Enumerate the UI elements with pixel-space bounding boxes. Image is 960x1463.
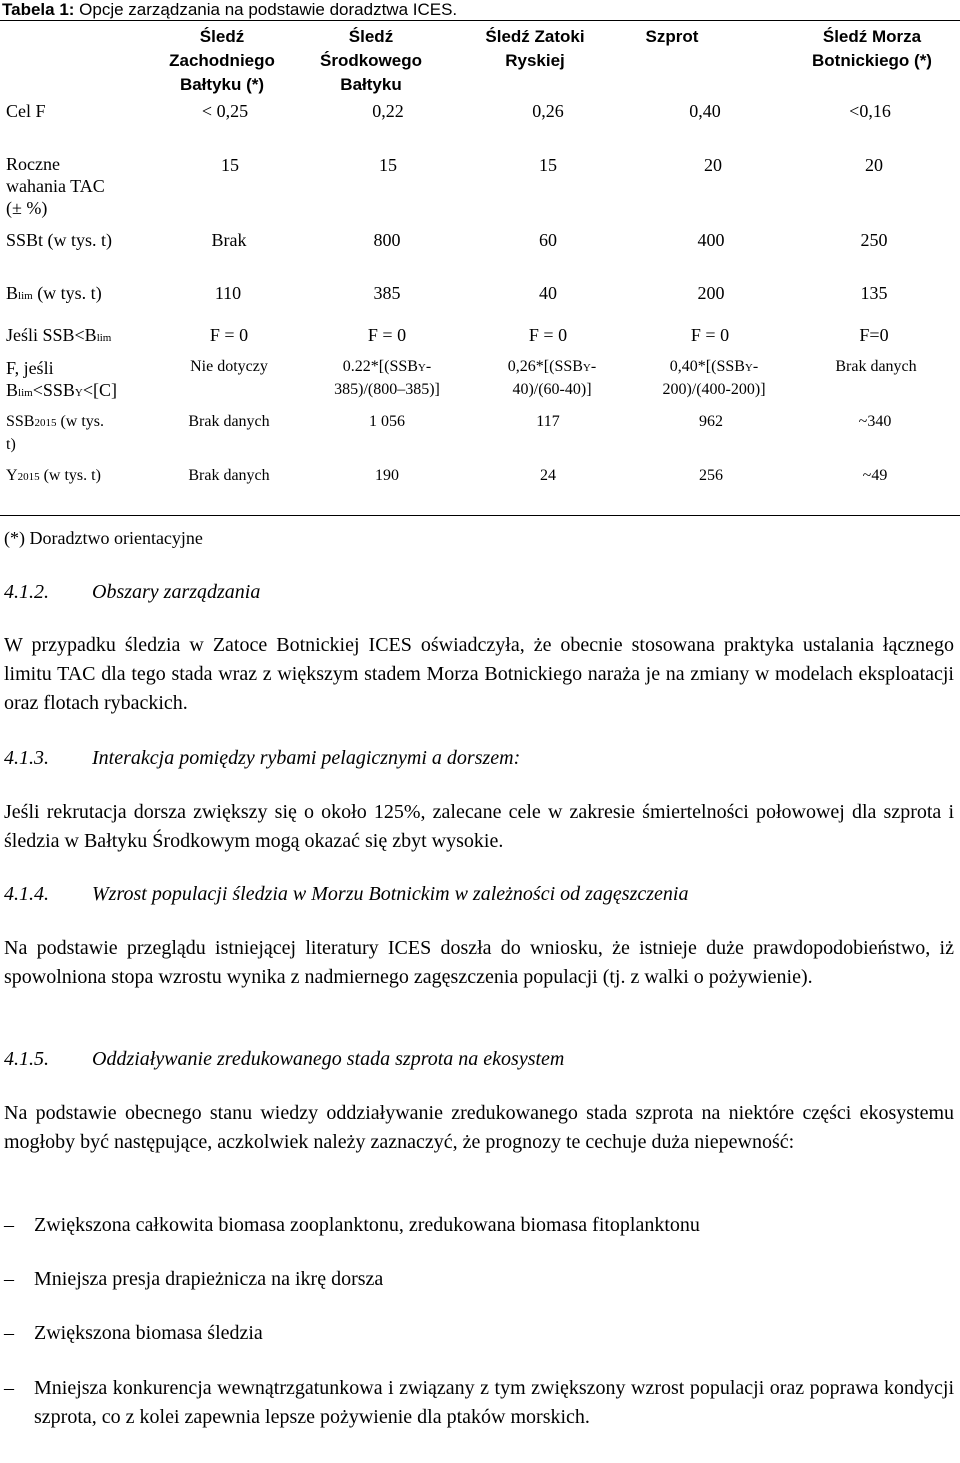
paragraph: Na podstawie obecnego stanu wiedzy oddziaływanie zredukowanego stada szprota na niektóre części ekosystemu mogłoby być następujące, aczkolwiek należy zaznaczyć, że prognozy te cechuje duża niepewność:	[4, 1102, 954, 1153]
cell-value: 800	[373, 230, 401, 250]
header-col-2: Śledź Środkowego Bałtyku	[319, 27, 423, 94]
cell-value: 135	[860, 283, 888, 303]
cell-value: 15	[539, 155, 557, 175]
cell-value: 24	[540, 467, 556, 484]
cell-value: 110	[214, 283, 242, 303]
cell-value: 1 056	[369, 413, 405, 430]
row-label-cel-f: Cel F	[6, 101, 46, 121]
cell-value: 0,40	[689, 101, 721, 121]
cell-value: F = 0	[209, 325, 249, 345]
cell-value: 15	[379, 155, 397, 175]
section-heading: 4.1.3. Interakcja pomiędzy rybami pelagicznymi a dorszem:	[4, 747, 521, 769]
cell-value: 117	[536, 413, 560, 430]
cell-value: 190	[375, 467, 399, 484]
row-label-ssbt: SSBt (w tys. t)	[6, 230, 113, 250]
cell-value: 256	[699, 467, 723, 484]
cell-value: <0,16	[849, 101, 891, 121]
cell-value: 0,26	[532, 101, 564, 121]
row-label-tac: Roczne wahania TAC (± %)	[6, 154, 105, 218]
cell-value: 40	[539, 283, 557, 303]
table-caption-label: Tabela 1:	[2, 0, 75, 19]
cell-value: 20	[865, 155, 883, 175]
cell-value: 385	[373, 283, 401, 303]
paragraph: Na podstawie przeglądu istniejącej literatury ICES doszła do wniosku, że istnieje duże prawdopodobieństwo, iż spowolniona stopa wzrostu wynika z nadmiernego zagęszczenia populacji (tj. z walki o pożywienie).	[4, 937, 954, 988]
cell-formula: 0,26*[(SSBY- 40)/(60-40)]	[507, 358, 597, 398]
cell-value: 20	[704, 155, 722, 175]
cell-value: 250	[860, 230, 888, 250]
cell-value: Brak danych	[188, 413, 270, 430]
section-heading: 4.1.4. Wzrost populacji śledzia w Morzu Botnickim w zależności od zagęszczenia	[4, 883, 689, 905]
header-col-4: Szprot	[645, 27, 699, 46]
row-label-blim: Blim (w tys. t)	[6, 283, 102, 303]
cell-value: 15	[221, 155, 239, 175]
cell-value: Nie dotyczy	[190, 358, 268, 375]
header-col-1: Śledź Zachodniego Bałtyku (*)	[169, 27, 275, 94]
paragraph: Jeśli rekrutacja dorsza zwiększy się o około 125%, zalecane cele w zakresie śmiertelności połowowej dla szprota i śledzia w Bałtyku Środkowym mogą okazać się zbyt wysokie.	[4, 801, 954, 852]
cell-value: F = 0	[690, 325, 730, 345]
cell-value: ~340	[858, 413, 892, 430]
cell-value: ~49	[862, 467, 888, 484]
table-caption	[2, 0, 457, 20]
row-label-y2015: Y2015 (w tys. t)	[6, 467, 101, 484]
row-label-ssb2015: SSB2015 (w tys. t)	[6, 413, 105, 453]
cell-value: 962	[699, 413, 723, 430]
cell-value: < 0,25	[201, 101, 249, 121]
cell-formula: 0,40*[(SSBY- 200)/(400-200)]	[662, 358, 766, 398]
cell-value: Brak danych	[835, 358, 917, 375]
cell-value: 200	[697, 283, 725, 303]
row-label-jesli: Jeśli SSB<Blim	[6, 325, 112, 345]
cell-value: F = 0	[528, 325, 568, 345]
cell-value: Brak danych	[188, 467, 270, 484]
row-label-f-jesli: F, jeśli Blim<SSBY<[C]	[6, 358, 117, 400]
table-footnote: (*) Doradztwo orientacyjne	[4, 528, 203, 548]
section-heading: 4.1.2. Obszary zarządzania	[4, 581, 261, 603]
cell-value: 400	[697, 230, 725, 250]
management-options-table	[0, 20, 960, 516]
header-col-5: Śledź Morza Botnickiego (*)	[812, 27, 932, 70]
cell-value: 60	[539, 230, 557, 250]
cell-value: 0,22	[372, 101, 404, 121]
cell-value: F=0	[859, 325, 889, 345]
table-caption-text: Opcje zarządzania na podstawie doradztwa ICES.	[79, 0, 458, 19]
header-col-3: Śledź Zatoki Ryskiej	[485, 27, 585, 70]
section-heading: 4.1.5. Oddziaływanie zredukowanego stada szprota na ekosystem	[4, 1048, 565, 1070]
paragraph: W przypadku śledzia w Zatoce Botnickiej ICES oświadczyła, że obecnie stosowana praktyka ustalania łącznego limitu TAC dla tego stada wraz z większym stadem Morza Botnickiego naraża je na zmiany w modelach eksploatacji oraz flotach rybackich.	[4, 634, 954, 714]
cell-value: Brak	[211, 230, 247, 250]
cell-value: F = 0	[367, 325, 407, 345]
cell-formula: 0.22*[(SSBY- 385)/(800–385)]	[334, 358, 440, 398]
